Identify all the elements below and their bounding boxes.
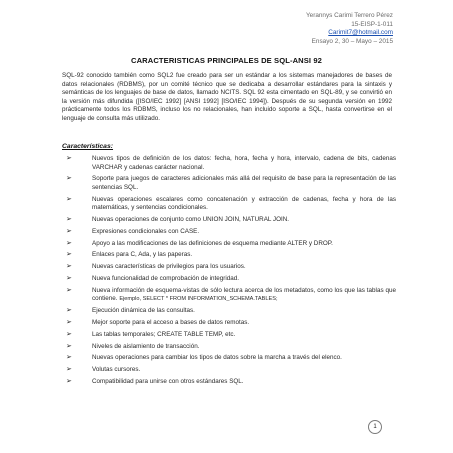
arrow-bullet-icon: ➢ [66, 263, 72, 271]
list-item [66, 263, 396, 272]
list-item-main-text: Nueva funcionalidad de comprobación de integridad. [92, 275, 240, 283]
list-item [66, 240, 396, 249]
list-item-main-text: Nuevas características de privilegios para los usuarios. [92, 263, 246, 271]
list-item-main-text: Apoyo a las modificaciones de las definiciones de esquema mediante ALTER y DROP. [92, 239, 333, 247]
arrow-bullet-icon: ➢ [66, 251, 72, 259]
list-item-text [92, 275, 239, 282]
essay-date: Ensayo 2, 30 – Mayo – 2015 [311, 37, 393, 45]
list-item [66, 307, 396, 316]
page-number-badge [368, 420, 382, 434]
list-item [66, 275, 396, 284]
arrow-bullet-icon: ➢ [66, 155, 72, 162]
list-item-main-text: Las tablas temporales; CREATE TABLE TEMP, etc. [92, 330, 236, 338]
list-item-main-text: Expresiones condicionales con CASE. [92, 227, 200, 235]
list-item [66, 331, 396, 340]
arrow-bullet-icon: ➢ [66, 275, 72, 283]
list-item-main-text: Nuevas operaciones de conjunto como UNION JOIN, NATURAL JOIN. [92, 216, 290, 224]
arrow-bullet-icon: ➢ [66, 307, 72, 315]
list-item-main-text: Compatibilidad para unirse con otros estándares SQL. [92, 377, 244, 385]
list-item-text [92, 196, 396, 212]
list-item-text [92, 287, 396, 303]
list-item [66, 366, 396, 375]
arrow-bullet-icon: ➢ [66, 342, 72, 350]
list-item-main-text: Volutas cursores. [92, 366, 141, 374]
arrow-bullet-icon: ➢ [66, 175, 72, 183]
list-item-text [92, 155, 396, 171]
arrow-bullet-icon: ➢ [66, 195, 72, 203]
author-name: Yerannys Carimi Terrero Pérez [305, 12, 393, 19]
list-item-text [92, 366, 140, 373]
list-item [66, 378, 396, 387]
arrow-bullet-icon: ➢ [66, 318, 72, 326]
list-item-main-text: Niveles de aislamiento de transacción. [92, 342, 200, 350]
list-item [66, 251, 396, 260]
list-item-example: Ejemplo, SELECT * FROM INFORMATION_SCHEMA.TABLES; [119, 296, 278, 303]
list-item [66, 287, 396, 304]
document-header [306, 12, 393, 46]
list-item-main-text: Nuevas operaciones escalares como concatenación y extracción de cadenas, fecha y hora de las matemáticas, y sentencias condicionales. [92, 195, 396, 212]
list-item-text [92, 331, 235, 338]
list-item-main-text: Nuevos tipos de definición de los datos: fecha, hora, fecha y hora, intervalo, cadena de bits, cadenas VARCHAR y cadenas carácter nacional. [92, 155, 396, 171]
arrow-bullet-icon: ➢ [66, 377, 72, 385]
list-item-text [92, 354, 342, 361]
list-item [66, 343, 396, 352]
arrow-bullet-icon: ➢ [66, 216, 72, 224]
list-item-text [92, 343, 199, 350]
list-item [66, 354, 396, 363]
arrow-bullet-icon: ➢ [66, 227, 72, 235]
list-item [66, 216, 396, 225]
list-item-main-text: Enlaces para C, Ada, y las paperas. [92, 251, 193, 259]
list-item [66, 196, 396, 213]
arrow-bullet-icon: ➢ [66, 354, 72, 362]
list-item-main-text: Ejecución dinámica de las consultas. [92, 307, 195, 315]
section-title-characteristics: Características: [62, 143, 114, 150]
arrow-bullet-icon: ➢ [66, 286, 72, 294]
arrow-bullet-icon: ➢ [66, 366, 72, 374]
arrow-bullet-icon: ➢ [66, 239, 72, 247]
list-item-text [92, 307, 195, 314]
list-item [66, 319, 396, 328]
list-item-text [92, 263, 246, 270]
list-item-text [92, 251, 192, 258]
list-item [66, 175, 396, 192]
list-item-text [92, 228, 199, 235]
list-item-text [92, 319, 249, 326]
list-item-text [92, 175, 396, 191]
student-id: 15-EISP-1-011 [351, 20, 393, 28]
document-title: CARACTERISTICAS PRINCIPALES DE SQL-ANSI 92 [131, 56, 322, 65]
arrow-bullet-icon: ➢ [66, 330, 72, 338]
characteristics-list [66, 155, 396, 390]
list-item-main-text: Nuevas operaciones para cambiar los tipos de datos sobre la marcha a través del elenco. [92, 354, 342, 362]
list-item-main-text: Mejor soporte para el acceso a bases de datos remotas. [92, 318, 250, 326]
page-number: 1 [373, 424, 377, 430]
list-item-main-text: Nueva información de esquema-vistas de sólo lectura acerca de los metadatos, como los que las tablas que contiene. [92, 286, 396, 303]
list-item-text [92, 378, 244, 385]
author-email-link[interactable]: Carimit7@hotmail.com [328, 29, 393, 37]
list-item-text [92, 240, 333, 247]
list-item [66, 155, 396, 172]
list-item-main-text: Soporte para juegos de caracteres adicionales más allá del requisito de base para la representación de las sentencias SQL. [92, 175, 396, 191]
list-item-text [92, 216, 289, 223]
intro-paragraph: SQL-92 conocido también como SQL2 fue creado para ser un estándar a los sistemas manejadores de bases de datos relacionales (RDBMS), por un comité técnico que se dedicaba a desarrollar estándares para la sintaxis y semánticas de los lenguajes de base de datos, llamado NCITS. SQL 92 esta cimentado en SQL-89, y se convirtió en la versión más difundida ([ISO/IEC 1992] [ANSI 1992] [ISO/IEC 1994]). Después de su segunda versión en 1992 prácticamente todos los RDBMS, incluso los no relacionales, han incluido soporte a SQL, hasta convertirse en el lenguaje de consulta más utilizado. [62, 72, 392, 122]
list-item [66, 228, 396, 237]
